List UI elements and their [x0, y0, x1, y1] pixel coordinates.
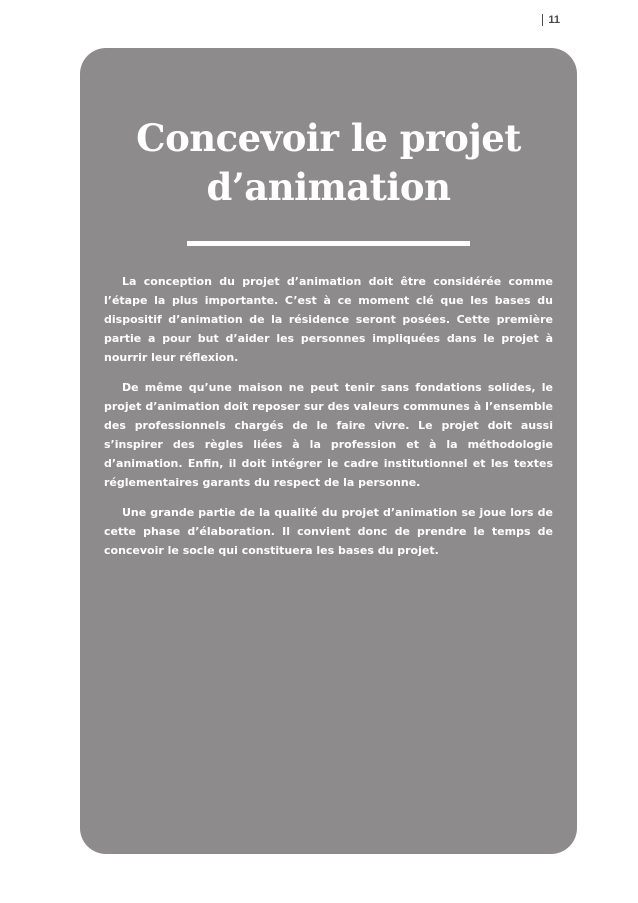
paragraph-2: De même qu’une maison ne peut tenir sans fondations solides, le projet d’animation doit reposer sur des valeurs communes à l’ensemble des professionnels chargés de le faire vivre. Le projet doit aussi s’inspirer des règles liées à la profession et à la méthodologie d’animation. Enfin, il doit intégrer le cadre institutionnel et les textes réglementaires garants du respect de la personne.: [104, 381, 553, 489]
title-line-1: Concevoir le projet: [136, 116, 521, 160]
title-line-2: d’animation: [206, 165, 451, 209]
paragraph-3: Une grande partie de la qualité du projet d’animation se joue lors de cette phase d’élaboration. Il convient donc de prendre le temps de concevoir le socle qui constituera les bases du projet.: [104, 506, 553, 557]
content-panel: [80, 48, 577, 854]
page-number-divider: [542, 14, 543, 26]
paragraph-1: La conception du projet d’animation doit être considérée comme l’étape la plus importante. C’est à ce moment clé que les bases du dispositif d’animation de la résidence seront posées. Cette première partie a pour but d’aider les personnes impliquées dans le projet à nourrir leur réflexion.: [104, 275, 553, 364]
title-underline: [187, 241, 470, 246]
page-number: [542, 14, 560, 26]
page-title: [104, 114, 553, 212]
page-number-text: 11: [548, 14, 560, 26]
